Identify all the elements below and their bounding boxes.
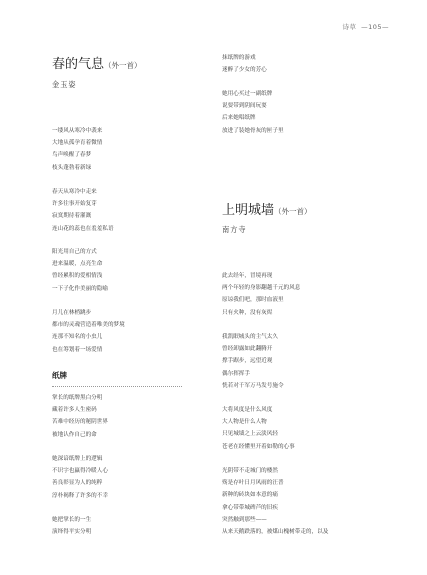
page-number: —105— xyxy=(361,23,389,31)
verse-line: 不识字也赢得冷暖人心 xyxy=(52,468,108,475)
verse-line: 进来温暖，点亮生命 xyxy=(52,261,103,268)
verse-line: 撑手踞步，远望近观 xyxy=(222,358,273,365)
verse-line: 都市的灵魂营造着唯美的梦境 xyxy=(52,322,125,329)
verse-line: 月儿在林梢跳步 xyxy=(52,310,92,316)
verse-line: 后来她唱纸牌 xyxy=(222,115,256,122)
verse-line: 被地认作自己的命 xyxy=(52,431,97,438)
verse-line: 两个年轻的身影翻越千元的风息 xyxy=(222,285,301,292)
verse-line: 曾经累积的爱相情浅 xyxy=(52,273,103,280)
verse-line: 偶尔挥挥手 xyxy=(222,370,250,377)
verse-line: 此去经年，冒境再现 xyxy=(222,273,273,279)
verse-line: 连山花的蕊也在羞羞私语 xyxy=(52,225,114,232)
poem3-stanza-1 xyxy=(222,270,300,319)
verse-line: 我凯眠城头的主气太久 xyxy=(222,334,278,340)
verse-line: 一缕风从寒冷中袭来 xyxy=(52,128,103,134)
poem1-stanza-2 xyxy=(52,186,114,235)
verse-line: 只有火种，没有灰烬 xyxy=(222,309,273,316)
verse-line: 殇是存叶日月风雨的汪普 xyxy=(222,480,284,487)
poem2-stanza-2 xyxy=(52,453,108,502)
verse-line: 大将风度是什么风度 xyxy=(222,407,273,413)
poem3-stanza-4 xyxy=(222,465,328,538)
poem1-title: 春的气息（外一首） xyxy=(52,57,142,72)
verse-line: 春天从寒冷中走来 xyxy=(52,189,97,195)
poem2-stanza-4 xyxy=(222,52,267,76)
verse-line: 她把掌长的一生 xyxy=(52,517,92,523)
verse-line: 许多往事开始复芽 xyxy=(52,201,97,208)
poem3-subtitle: （外一首） xyxy=(274,207,312,216)
verse-line: 藏着许多人生密码 xyxy=(52,407,97,414)
title-divider xyxy=(52,386,182,387)
poem2-title: 纸牌 xyxy=(52,371,67,380)
section-label: 诗草 xyxy=(342,23,357,31)
verse-line: 迷醉了少女的芳心 xyxy=(222,67,267,74)
verse-line: 苍老在经懂里开着如勒的心事 xyxy=(222,443,295,450)
verse-line: 恍若对千军万马发号施令 xyxy=(222,382,284,389)
poem1-stanza-4 xyxy=(52,307,125,356)
verse-line: 新种的砖块如本意的痛 xyxy=(222,492,278,499)
verse-line: 阳光用自己的方式 xyxy=(52,249,97,255)
verse-line: 她深谙纸牌上的逻辑 xyxy=(52,456,103,462)
verse-line: 突然触到那些—— xyxy=(222,516,267,523)
poem3-stanza-2 xyxy=(222,331,284,392)
poem2-stanza-3 xyxy=(52,514,91,538)
verse-line: 连那不知名的小虫儿 xyxy=(52,334,103,341)
poem1-stanza-1 xyxy=(52,125,102,174)
poem1-stanza-3 xyxy=(52,246,108,295)
verse-line: 寂寞期待着灌溉 xyxy=(52,213,92,220)
verse-line: 演绎得平实分明 xyxy=(52,529,92,536)
verse-line: 也在筹划着一场爱情 xyxy=(52,346,103,353)
verse-line: 放进了装她骨灰的匣子里 xyxy=(222,127,284,134)
verse-line: 鸟声唤醒了春梦 xyxy=(52,152,92,159)
verse-line: 枝头蓬勃着新绿 xyxy=(52,164,92,171)
verse-line: 她用心买过一副纸牌 xyxy=(222,91,273,97)
verse-line: 拿心带带城碑芦的旧疾 xyxy=(222,504,278,511)
verse-line: 从来天鹅跌落的，被煤山槐树带走的，以及 xyxy=(222,529,329,536)
page-header xyxy=(343,22,390,31)
poem2-stanza-1 xyxy=(52,392,108,441)
verse-line: 善良彰显为人的纯粹 xyxy=(52,480,103,487)
verse-line: 淳朴褐释了许多的不幸 xyxy=(52,492,108,499)
verse-line: 抹纸牌的游戏 xyxy=(222,55,256,61)
verse-line: 一下子化作美丽的隐喻 xyxy=(52,285,108,292)
verse-line: 只见城墙之上云淡风轻 xyxy=(222,431,278,438)
verse-line: 说要带到阴间玩耍 xyxy=(222,103,267,110)
poem3-title: 上明城墙（外一首） xyxy=(222,203,312,218)
poem1-subtitle: （外一首） xyxy=(104,61,142,70)
verse-line: 原谅我们吧，那时血液里 xyxy=(222,297,284,304)
poem1-author: 金玉姿 xyxy=(52,80,77,89)
poem2-stanza-5 xyxy=(222,88,284,137)
verse-line: 大地从孤孕育着微情 xyxy=(52,140,103,147)
poem3-author: 南方寺 xyxy=(222,225,247,234)
verse-line: 掌长的纸牌黑白分明 xyxy=(52,395,103,401)
verse-line: 苦难中经历的秘阴世界 xyxy=(52,419,108,426)
poem3-stanza-3 xyxy=(222,404,295,453)
verse-line: 光阴带不走城门的楼然 xyxy=(222,468,278,474)
verse-line: 曾经卸露如此翻腾开 xyxy=(222,346,273,353)
verse-line: 大人物是什么人物 xyxy=(222,419,267,426)
